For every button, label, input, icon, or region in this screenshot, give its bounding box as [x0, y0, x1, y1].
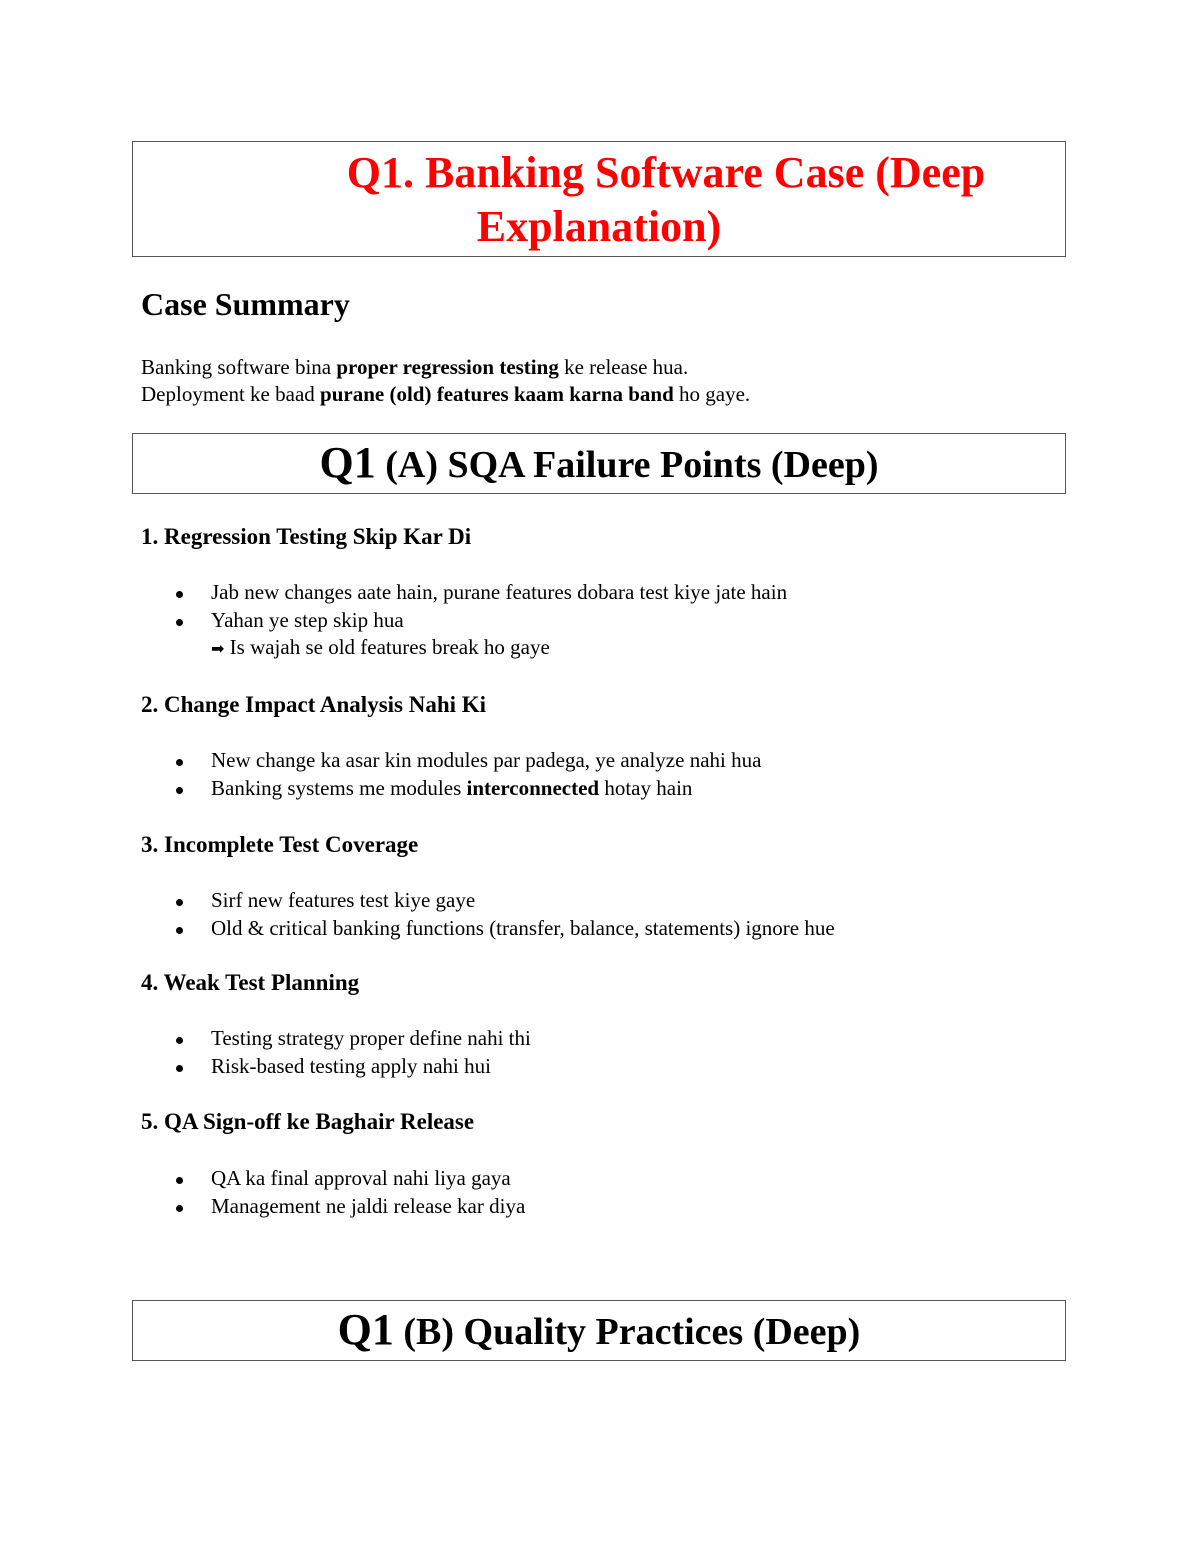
summary-line-1-pre: Banking software bina [141, 355, 337, 379]
title-box [132, 141, 1066, 257]
right-arrow-icon: ➡ [211, 639, 225, 658]
summary-line-1 [141, 355, 688, 379]
bullet-dot-icon [176, 1205, 183, 1212]
list-item [170, 607, 787, 663]
list-item-subline [211, 634, 787, 663]
bullet-dot-icon [176, 759, 183, 766]
list-item-text: Old & critical banking functions (transfer, balance, statements) ignore hue [211, 915, 835, 940]
subline-text: Is wajah se old features break ho gaye [229, 635, 550, 659]
bullet-dot-icon [176, 1065, 183, 1072]
summary-line-2-pre: Deployment ke baad [141, 382, 321, 406]
point-3-title: 3. Incomplete Test Coverage [141, 832, 419, 857]
list-item [170, 1193, 525, 1221]
list-item [170, 1025, 531, 1053]
case-summary-text [141, 354, 750, 408]
list-item [170, 579, 787, 607]
point-5-title: 5. QA Sign-off ke Baghair Release [141, 1109, 475, 1134]
summary-line-1-post: ke release hua. [558, 355, 689, 379]
list-item-text-bold: interconnected [466, 775, 600, 800]
list-item [170, 1053, 531, 1081]
bullet-dot-icon [176, 927, 183, 934]
list-item [170, 775, 761, 803]
section-b-heading-box [132, 1300, 1066, 1361]
list-item-text: QA ka final approval nahi liya gaya [211, 1166, 511, 1190]
section-a-title: (A) SQA Failure Points (Deep) [375, 444, 879, 486]
list-item-text: Yahan ye step skip hua [211, 607, 404, 632]
point-5-list [170, 1165, 525, 1220]
section-a-heading-box [132, 433, 1066, 494]
list-item-text-post: hotay hain [599, 775, 693, 800]
list-item [170, 1165, 525, 1193]
list-item-text-pre: Banking systems me modules [211, 775, 467, 800]
list-item-text: Sirf new features test kiye gaye [211, 888, 476, 912]
point-2-list [170, 747, 761, 802]
list-item [170, 915, 835, 943]
summary-line-1-bold: proper regression testing [336, 355, 559, 379]
point-3-list [170, 887, 835, 942]
summary-line-2 [141, 382, 750, 406]
list-item-text: Jab new changes aate hain, purane features dobara test kiye jate hain [211, 580, 788, 604]
list-item [170, 887, 835, 915]
bullet-dot-icon [176, 619, 183, 626]
list-item [170, 747, 761, 775]
title-line-2: Explanation) [476, 202, 722, 251]
point-1-title: 1. Regression Testing Skip Kar Di [141, 524, 472, 549]
bullet-dot-icon [176, 787, 183, 794]
case-summary-heading: Case Summary [141, 286, 350, 322]
bullet-dot-icon [176, 1177, 183, 1184]
summary-line-2-post: ho gaye. [673, 382, 751, 406]
bullet-dot-icon [176, 591, 183, 598]
section-a-q: Q1 [319, 438, 376, 487]
section-b-title: (B) Quality Practices (Deep) [393, 1311, 861, 1353]
point-4-title: 4. Weak Test Planning [141, 970, 360, 995]
list-item-text: Risk-based testing apply nahi hui [211, 1053, 491, 1078]
title-line-1: Q1. Banking Software Case (Deep [346, 148, 986, 197]
bullet-dot-icon [176, 1037, 183, 1044]
summary-line-2-bold: purane (old) features kaam karna band [320, 382, 674, 406]
list-item-text: Testing strategy proper define nahi thi [211, 1026, 531, 1050]
point-4-list [170, 1025, 531, 1080]
point-1-list [170, 579, 787, 663]
list-item-text: New change ka asar kin modules par padega, ye analyze nahi hua [211, 748, 762, 772]
section-b-q: Q1 [337, 1305, 394, 1354]
point-2-title: 2. Change Impact Analysis Nahi Ki [141, 692, 487, 717]
list-item-text: Management ne jaldi release kar diya [211, 1193, 526, 1218]
bullet-dot-icon [176, 899, 183, 906]
